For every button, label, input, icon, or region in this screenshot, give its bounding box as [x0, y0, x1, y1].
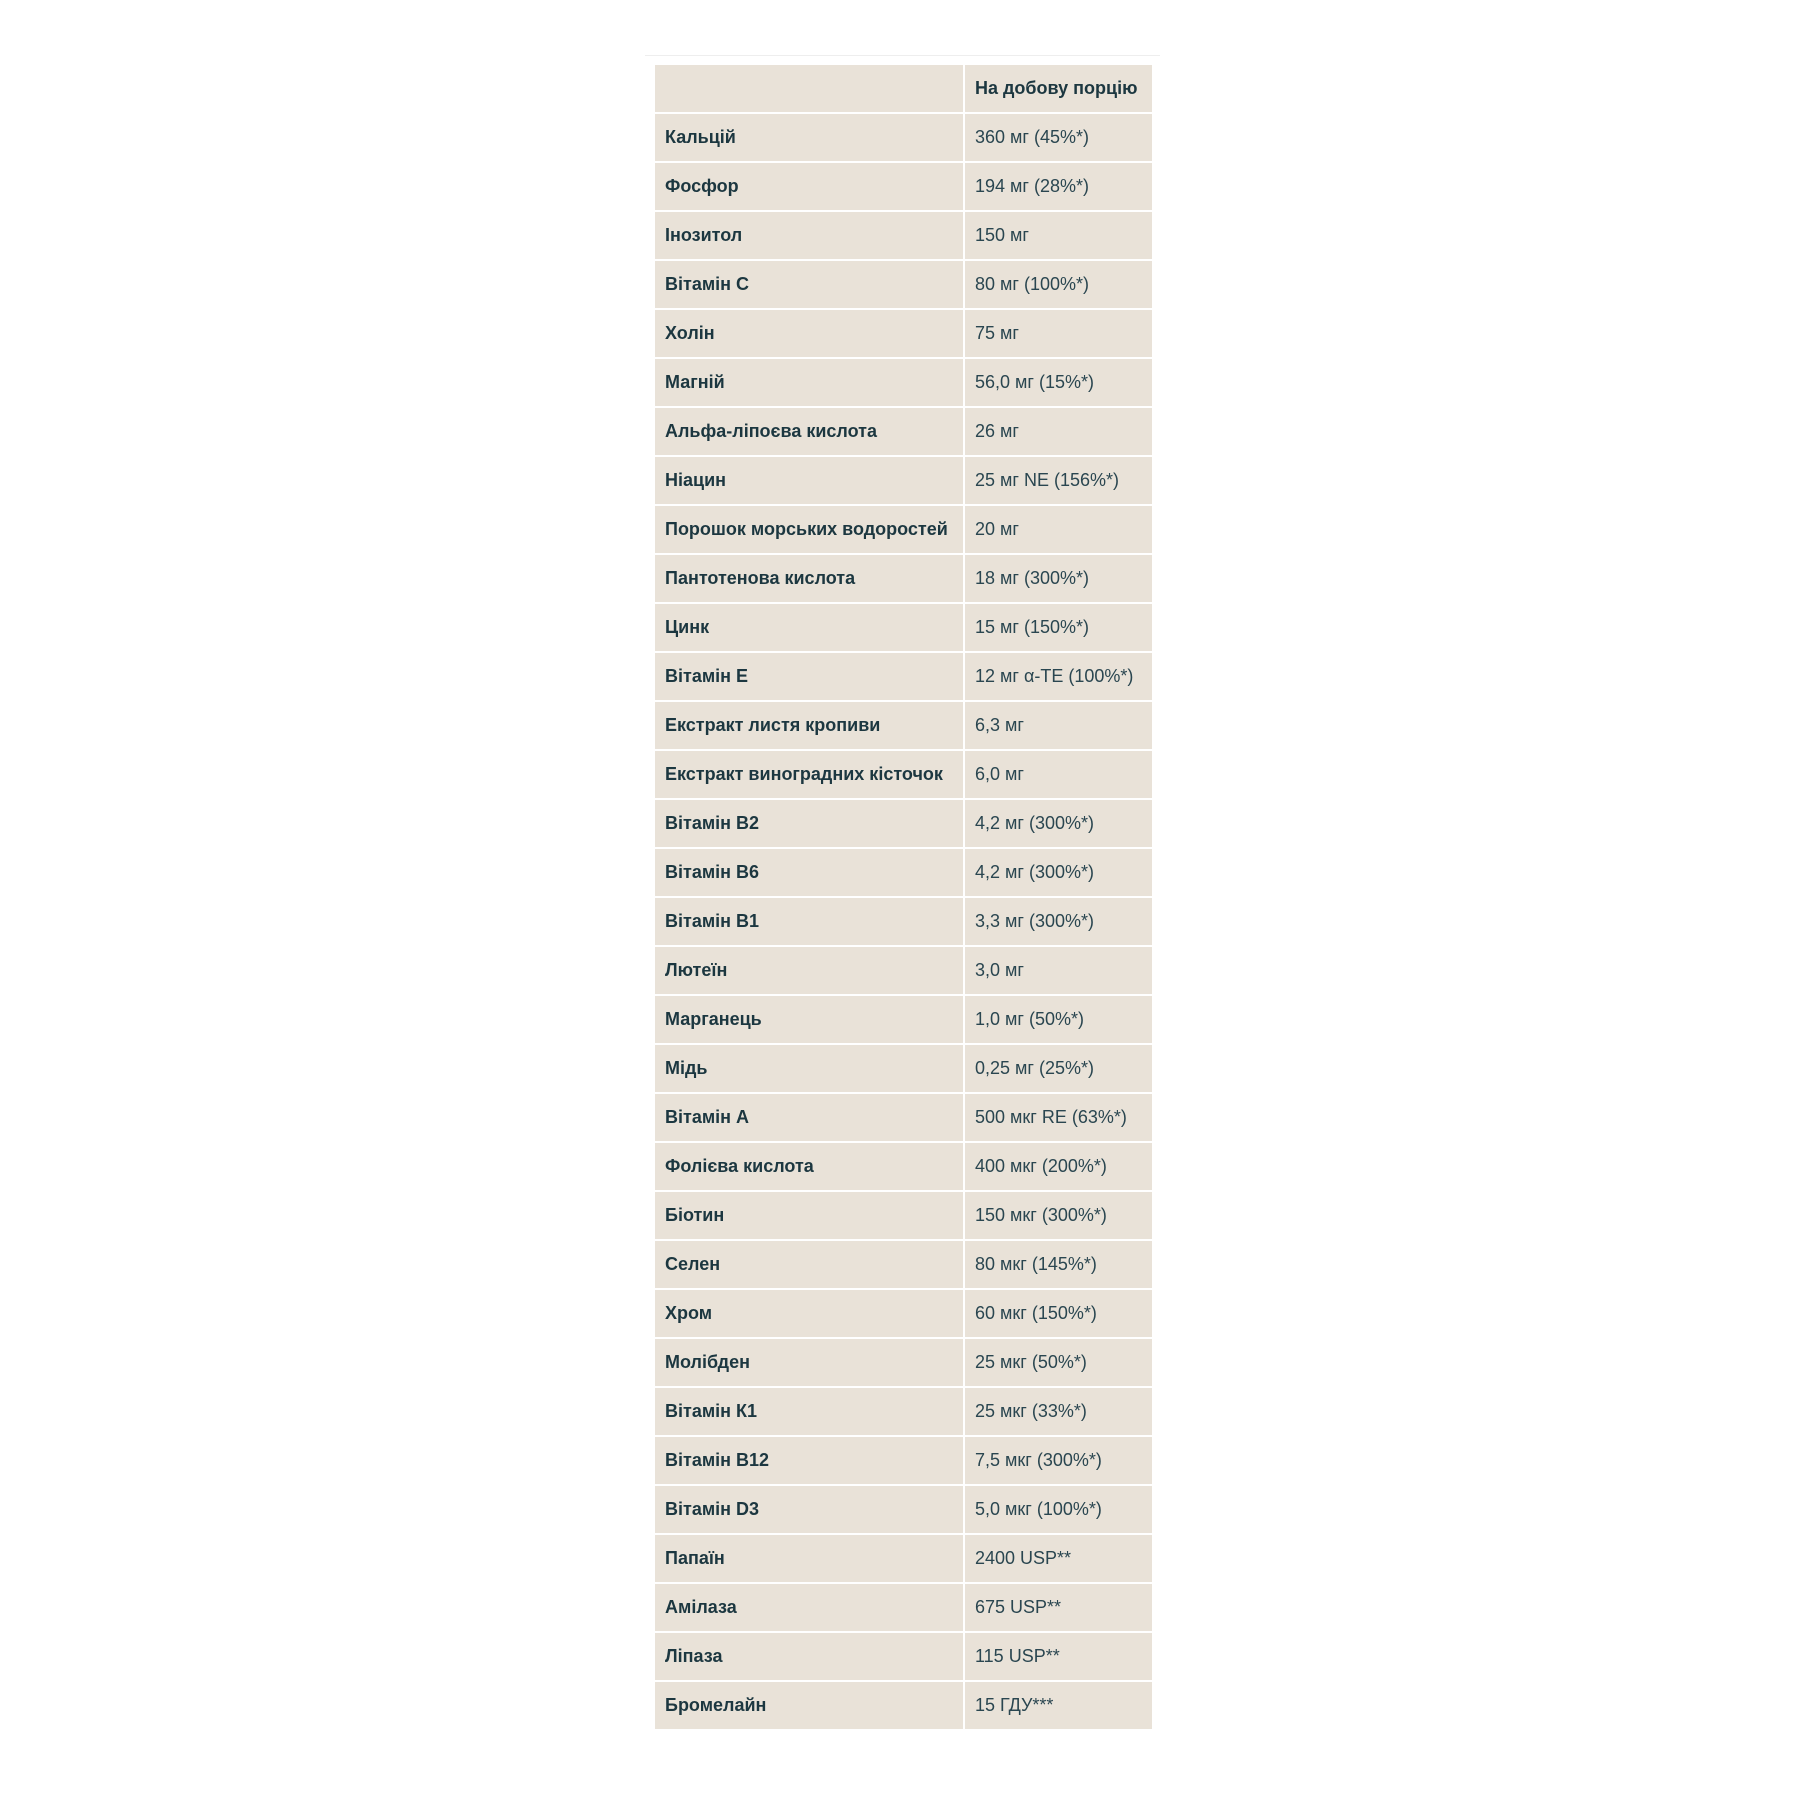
table-row — [655, 799, 1152, 848]
nutrient-amount: 12 мг α-ТЕ (100%*) — [964, 652, 1152, 701]
header-daily-dose-cell: На добову порцію — [964, 65, 1152, 113]
table-row — [655, 1338, 1152, 1387]
nutrient-name: Вітамін В6 — [655, 848, 964, 897]
nutrient-name: Інозитол — [655, 211, 964, 260]
nutrient-name: Вітамін В12 — [655, 1436, 964, 1485]
top-divider — [645, 55, 1160, 56]
nutrient-name: Папаїн — [655, 1534, 964, 1583]
nutrient-amount: 2400 USP** — [964, 1534, 1152, 1583]
nutrient-name: Пантотенова кислота — [655, 554, 964, 603]
table-row — [655, 554, 1152, 603]
nutrient-name: Вітамін В1 — [655, 897, 964, 946]
nutrient-amount: 80 мг (100%*) — [964, 260, 1152, 309]
nutrient-name: Селен — [655, 1240, 964, 1289]
nutrient-amount: 4,2 мг (300%*) — [964, 799, 1152, 848]
nutrient-amount: 6,0 мг — [964, 750, 1152, 799]
nutrient-amount: 56,0 мг (15%*) — [964, 358, 1152, 407]
nutrient-amount: 26 мг — [964, 407, 1152, 456]
table-row — [655, 1632, 1152, 1681]
table-row — [655, 113, 1152, 162]
nutrient-name: Бромелайн — [655, 1681, 964, 1729]
nutrient-amount: 15 ГДУ*** — [964, 1681, 1152, 1729]
nutrient-amount: 194 мг (28%*) — [964, 162, 1152, 211]
nutrient-amount: 18 мг (300%*) — [964, 554, 1152, 603]
table-row — [655, 1142, 1152, 1191]
nutrient-amount: 20 мг — [964, 505, 1152, 554]
table-row — [655, 701, 1152, 750]
nutrient-amount: 75 мг — [964, 309, 1152, 358]
nutrient-name: Альфа-ліпоєва кислота — [655, 407, 964, 456]
nutrient-name: Магній — [655, 358, 964, 407]
table-row — [655, 946, 1152, 995]
table-row — [655, 1191, 1152, 1240]
table-row — [655, 162, 1152, 211]
table-row — [655, 652, 1152, 701]
nutrient-name: Фолієва кислота — [655, 1142, 964, 1191]
nutrient-name: Холін — [655, 309, 964, 358]
table-row — [655, 1044, 1152, 1093]
nutrient-name: Марганець — [655, 995, 964, 1044]
table-row — [655, 848, 1152, 897]
nutrient-amount: 0,25 мг (25%*) — [964, 1044, 1152, 1093]
nutrient-name: Ніацин — [655, 456, 964, 505]
nutrient-name: Амілаза — [655, 1583, 964, 1632]
nutrient-amount: 360 мг (45%*) — [964, 113, 1152, 162]
table-row — [655, 1436, 1152, 1485]
nutrient-amount: 60 мкг (150%*) — [964, 1289, 1152, 1338]
nutrient-amount: 25 мг NE (156%*) — [964, 456, 1152, 505]
nutrient-name: Вітамін К1 — [655, 1387, 964, 1436]
nutrient-name: Фосфор — [655, 162, 964, 211]
table-row — [655, 309, 1152, 358]
table-row — [655, 1583, 1152, 1632]
table-row — [655, 505, 1152, 554]
nutrient-amount: 115 USP** — [964, 1632, 1152, 1681]
nutrient-name: Екстракт виноградних кісточок — [655, 750, 964, 799]
nutrient-amount: 150 мг — [964, 211, 1152, 260]
table-row — [655, 1387, 1152, 1436]
nutrient-name: Хром — [655, 1289, 964, 1338]
nutrient-name: Вітамін Е — [655, 652, 964, 701]
nutrient-amount: 25 мкг (33%*) — [964, 1387, 1152, 1436]
nutrient-name: Кальцій — [655, 113, 964, 162]
table-row — [655, 260, 1152, 309]
table-row — [655, 1485, 1152, 1534]
table-body — [655, 113, 1152, 1729]
nutrient-table — [655, 65, 1152, 1729]
table-row — [655, 407, 1152, 456]
table-row — [655, 1240, 1152, 1289]
nutrient-name: Лютеїн — [655, 946, 964, 995]
nutrient-amount: 500 мкг RE (63%*) — [964, 1093, 1152, 1142]
table-row — [655, 995, 1152, 1044]
nutrient-name: Вітамін А — [655, 1093, 964, 1142]
table-row — [655, 897, 1152, 946]
nutrient-amount: 25 мкг (50%*) — [964, 1338, 1152, 1387]
table-row — [655, 603, 1152, 652]
table-header-row — [655, 65, 1152, 113]
nutrient-amount: 400 мкг (200%*) — [964, 1142, 1152, 1191]
table-row — [655, 1093, 1152, 1142]
nutrient-name: Ліпаза — [655, 1632, 964, 1681]
nutrient-amount: 15 мг (150%*) — [964, 603, 1152, 652]
nutrient-amount: 3,0 мг — [964, 946, 1152, 995]
nutrient-amount: 4,2 мг (300%*) — [964, 848, 1152, 897]
table-row — [655, 1534, 1152, 1583]
nutrient-name: Молібден — [655, 1338, 964, 1387]
nutrient-name: Вітамін В2 — [655, 799, 964, 848]
nutrient-amount: 7,5 мкг (300%*) — [964, 1436, 1152, 1485]
table-row — [655, 211, 1152, 260]
nutrient-amount: 150 мкг (300%*) — [964, 1191, 1152, 1240]
nutrient-name: Порошок морських водоростей — [655, 505, 964, 554]
table-row — [655, 750, 1152, 799]
nutrient-amount: 5,0 мкг (100%*) — [964, 1485, 1152, 1534]
header-name-cell — [655, 65, 964, 113]
nutrient-amount: 6,3 мг — [964, 701, 1152, 750]
table-row — [655, 456, 1152, 505]
nutrient-name: Цинк — [655, 603, 964, 652]
nutrient-name: Мідь — [655, 1044, 964, 1093]
nutrient-amount: 80 мкг (145%*) — [964, 1240, 1152, 1289]
nutrient-amount: 3,3 мг (300%*) — [964, 897, 1152, 946]
nutrient-name: Вітамін С — [655, 260, 964, 309]
table-row — [655, 1289, 1152, 1338]
table-row — [655, 358, 1152, 407]
nutrient-amount: 1,0 мг (50%*) — [964, 995, 1152, 1044]
nutrient-name: Екстракт листя кропиви — [655, 701, 964, 750]
nutrient-name: Біотин — [655, 1191, 964, 1240]
table-row — [655, 1681, 1152, 1729]
nutrient-amount: 675 USP** — [964, 1583, 1152, 1632]
nutrient-name: Вітамін D3 — [655, 1485, 964, 1534]
